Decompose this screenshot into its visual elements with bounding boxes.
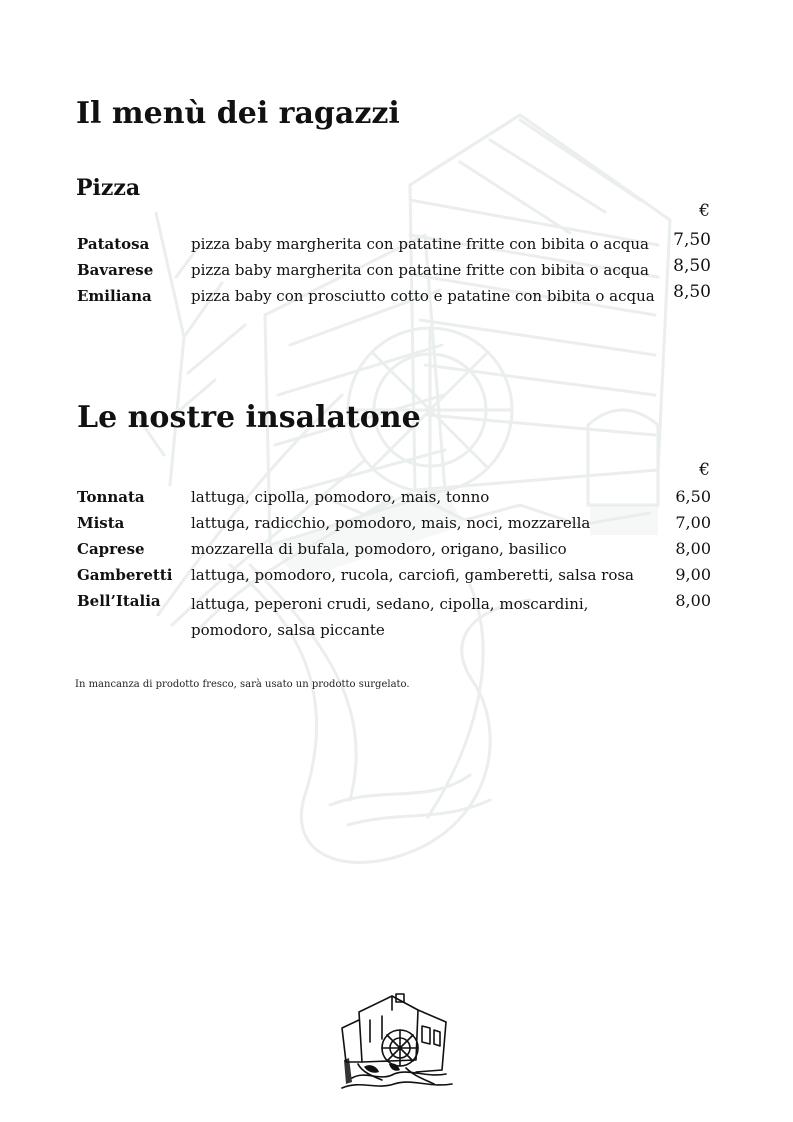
menu-item-description-line-1: lattuga, peperoni crudi, sedano, cipolla, moscardini,	[191, 595, 589, 613]
menu-item-price: 6,50	[675, 487, 711, 506]
menu-item-price: 8,00	[675, 539, 711, 558]
menu-item-mista	[77, 513, 711, 539]
menu-item-description: lattuga, radicchio, pomodoro, mais, noci, mozzarella	[191, 514, 591, 532]
pizza-section-title: Pizza	[76, 175, 141, 201]
salads-currency-symbol: €	[699, 460, 710, 480]
menu-item-price: 9,00	[675, 565, 711, 584]
menu-item-description: mozzarella di bufala, pomodoro, origano, basilico	[191, 540, 567, 558]
menu-item-caprese	[77, 539, 711, 565]
menu-item-price: 8,50	[673, 282, 711, 302]
pizza-currency-symbol: €	[699, 201, 710, 221]
menu-item-bavarese	[77, 256, 711, 286]
menu-item-price: 8,50	[673, 256, 711, 276]
menu-item-name: Mista	[77, 514, 125, 532]
menu-item-description: pizza baby margherita con patatine fritte con bibita o acqua	[191, 235, 649, 253]
menu-item-name: Caprese	[77, 540, 145, 558]
menu-item-name: Gamberetti	[77, 566, 173, 584]
salads-section-title: Le nostre insalatone	[77, 400, 421, 435]
page-title: Il menù dei ragazzi	[76, 96, 400, 131]
menu-item-tonnata	[77, 487, 711, 513]
menu-item-name: Patatosa	[77, 235, 150, 253]
menu-item-price: 8,00	[675, 591, 711, 610]
menu-item-description: pizza baby con prosciutto cotto e patatine con bibita o acqua	[191, 287, 655, 305]
menu-item-price: 7,50	[673, 230, 711, 250]
menu-item-description: lattuga, cipolla, pomodoro, mais, tonno	[191, 488, 490, 506]
watermill-logo-icon	[334, 990, 459, 1095]
menu-item-name: Bavarese	[77, 261, 154, 279]
menu-item-description: lattuga, pomodoro, rucola, carciofi, gamberetti, salsa rosa	[191, 566, 634, 584]
menu-item-bell-italia	[77, 591, 711, 643]
menu-item-price: 7,00	[675, 513, 711, 532]
menu-item-description-line-2: pomodoro, salsa piccante	[191, 621, 385, 639]
menu-item-name: Bell’Italia	[77, 592, 161, 610]
menu-item-description	[191, 591, 588, 643]
menu-item-name: Tonnata	[77, 488, 145, 506]
menu-item-patatosa	[77, 230, 711, 260]
frozen-product-note: In mancanza di prodotto fresco, sarà usato un prodotto surgelato.	[75, 679, 410, 690]
menu-item-emiliana	[77, 282, 711, 312]
menu-item-gamberetti	[77, 565, 711, 591]
menu-item-description: pizza baby margherita con patatine fritte con bibita o acqua	[191, 261, 649, 279]
menu-item-name: Emiliana	[77, 287, 152, 305]
